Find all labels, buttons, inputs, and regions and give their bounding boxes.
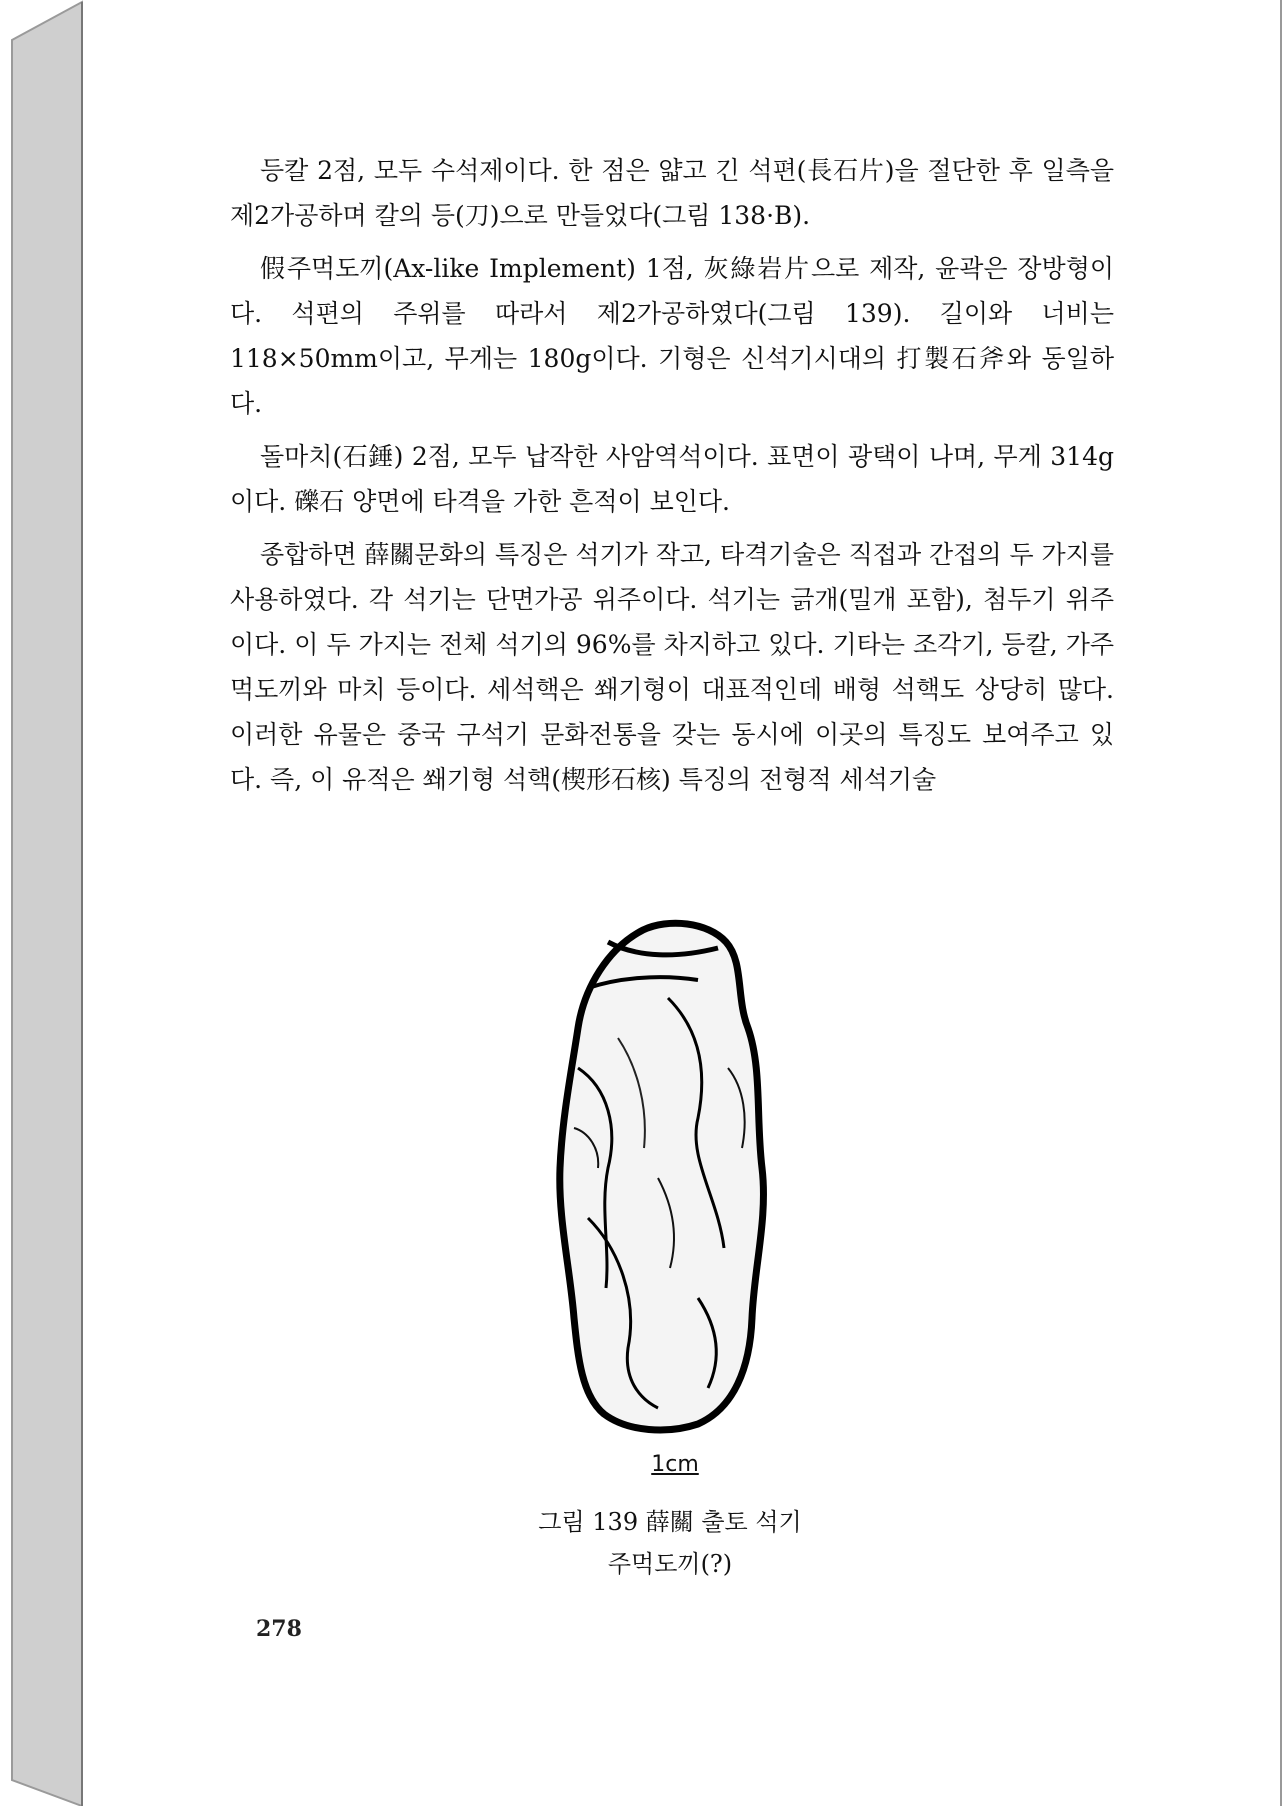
scale-bar-label: 1cm — [651, 1452, 699, 1477]
paragraph: 등칼 2점, 모두 수석제이다. 한 점은 얇고 긴 석편(長石片)을 절단한 후 일측을 제2가공하며 칼의 등(刀)으로 만들었다(그림 138·B). — [230, 156, 1114, 230]
stone-tool-illustration — [548, 918, 780, 1438]
paragraph: 종합하면 薛關문화의 특징은 석기가 작고, 타격기술은 직접과 간접의 두 가지를 사용하였다. 각 석기는 단면가공 위주이다. 석기는 긁개(밀개 포함), 첨두기 위주이다. 이 두 가지는 전체 석기의 96%를 차지하고 있다. 기타는 조각기, 등칼, 가주먹도끼와 마치 등이다. 세석핵은 쐐기형이 대표적인데 배형 석핵도 상당히 많다. 이러한 유물은 중국 구석기 문화전통을 갖는 동시에 이곳의 특징도 보여주고 있다. 즉, 이 유적은 쐐기형 석핵(楔形石核) 특징의 전형적 세석기술 — [230, 540, 1114, 794]
page-number: 278 — [256, 1616, 302, 1642]
paragraph: 돌마치(石錘) 2점, 모두 납작한 사암역석이다. 표면이 광택이 나며, 무게 314g이다. 礫石 양면에 타격을 가한 흔적이 보인다. — [230, 442, 1114, 516]
body-text — [230, 148, 1114, 810]
figure-caption-line-1: 그림 139 薛關 출토 석기 — [538, 1508, 802, 1536]
figure-caption-line-2: 주먹도끼(?) — [607, 1550, 733, 1578]
paragraph: 假주먹도끼(Ax-like Implement) 1점, 灰綠岩片으로 제작, 윤곽은 장방형이다. 석편의 주위를 따라서 제2가공하였다(그림 139). 길이와 너비는 118×50mm이고, 무게는 180g이다. 기형은 신석기시대의 打製石斧와 동일하다. — [230, 254, 1114, 418]
